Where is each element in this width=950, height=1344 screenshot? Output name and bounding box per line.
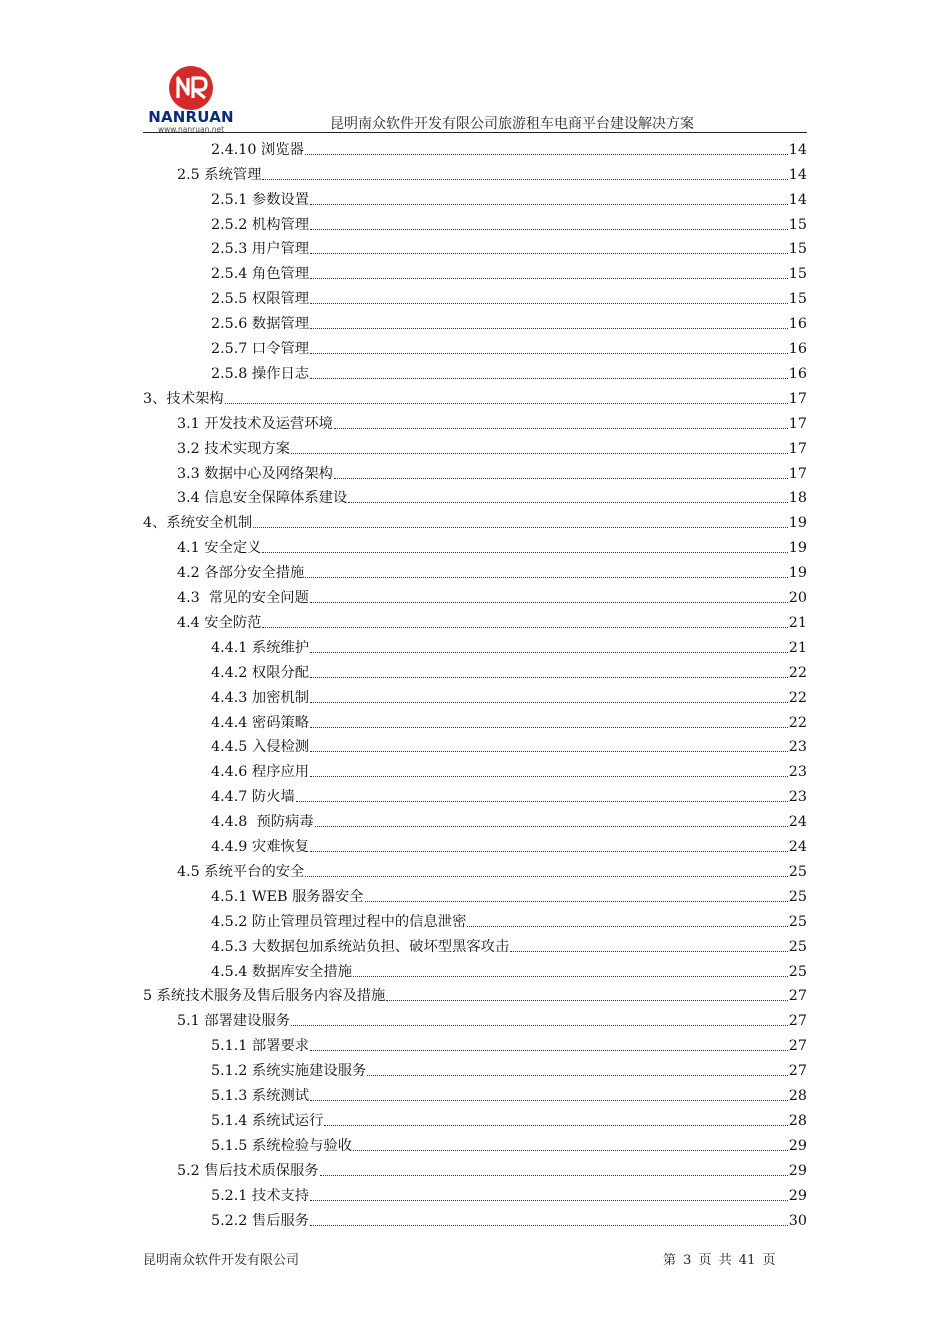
toc-entry-label: 3.1 开发技术及运营环境 [177, 415, 333, 432]
toc-entry[interactable] [143, 134, 807, 159]
toc-entry-page: 29 [788, 1137, 807, 1154]
toc-dot-leader [334, 428, 788, 429]
toc-dot-leader [386, 1000, 787, 1001]
toc-entry[interactable] [143, 781, 807, 806]
toc-dot-leader [310, 727, 788, 728]
toc-dot-leader [310, 776, 788, 777]
toc-entry[interactable] [143, 358, 807, 383]
toc-entry-page: 25 [788, 963, 807, 980]
toc-entry[interactable] [143, 159, 807, 184]
toc-entry-label: 5.2.2 售后服务 [211, 1212, 310, 1229]
toc-entry-label: 4.4.7 防火墙 [211, 789, 295, 806]
toc-dot-leader [310, 229, 788, 230]
toc-entry-label: 5.1.1 部署要求 [211, 1038, 310, 1055]
toc-entry-label: 2.5.7 口令管理 [211, 341, 310, 358]
toc-entry[interactable] [143, 408, 807, 433]
document-header-title: 昆明南众软件开发有限公司旅游租车电商平台建设解决方案 [330, 116, 694, 132]
toc-dot-leader [310, 303, 788, 304]
toc-entry-label: 5.2 售后技术质保服务 [177, 1162, 319, 1179]
toc-entry-label: 4.5.1 WEB 服务器安全 [211, 888, 364, 905]
toc-entry-page: 25 [788, 913, 807, 930]
toc-entry-page: 19 [788, 515, 807, 532]
toc-dot-leader [365, 901, 788, 902]
toc-entry-label: 4、系统安全机制 [143, 515, 253, 532]
toc-entry-page: 22 [788, 689, 807, 706]
toc-entry-page: 22 [788, 714, 807, 731]
toc-entry-label: 5.1.3 系统测试 [211, 1088, 310, 1105]
toc-entry[interactable] [143, 1006, 807, 1031]
toc-dot-leader [353, 1150, 788, 1151]
toc-entry-label: 2.5.2 机构管理 [211, 216, 310, 233]
toc-entry-label: 4.4.4 密码策略 [211, 714, 310, 731]
toc-entry-page: 17 [788, 440, 807, 457]
toc-entry[interactable] [143, 433, 807, 458]
toc-entry-label: 4.5.3 大数据包加系统站负担、破坏型黑客攻击 [211, 938, 510, 955]
toc-entry-label: 4.4.3 加密机制 [211, 689, 310, 706]
toc-dot-leader [348, 502, 788, 503]
toc-dot-leader [305, 876, 787, 877]
toc-entry-page: 15 [788, 266, 807, 283]
toc-entry[interactable] [143, 1080, 807, 1105]
toc-entry-label: 2.5.1 参数设置 [211, 191, 310, 208]
toc-entry-page: 25 [788, 938, 807, 955]
toc-entry[interactable] [143, 1205, 807, 1230]
toc-entry[interactable] [143, 1180, 807, 1205]
toc-dot-leader [310, 353, 788, 354]
toc-dot-leader [310, 328, 788, 329]
toc-entry-page: 25 [788, 888, 807, 905]
toc-entry-label: 4.4.9 灾难恢复 [211, 839, 310, 856]
toc-entry-label: 4.4.1 系统维护 [211, 639, 310, 656]
toc-entry-page: 17 [788, 465, 807, 482]
toc-dot-leader [310, 851, 788, 852]
toc-entry-label: 2.5.5 权限管理 [211, 291, 310, 308]
toc-entry-label: 5.2.1 技术支持 [211, 1187, 310, 1204]
toc-dot-leader [262, 552, 787, 553]
toc-entry-label: 3.2 技术实现方案 [177, 440, 291, 457]
toc-entry-label: 2.5 系统管理 [177, 166, 262, 183]
toc-entry[interactable] [143, 981, 807, 1006]
header-divider [143, 132, 807, 133]
nr-logo-icon [167, 64, 215, 112]
toc-dot-leader [353, 976, 788, 977]
toc-entry-page: 21 [788, 639, 807, 656]
toc-entry[interactable] [143, 259, 807, 284]
toc-entry[interactable] [143, 1030, 807, 1055]
toc-entry-label: 2.5.4 角色管理 [211, 266, 310, 283]
toc-entry[interactable] [143, 458, 807, 483]
toc-entry-page: 23 [788, 739, 807, 756]
toc-entry-page: 15 [788, 291, 807, 308]
toc-entry-page: 21 [788, 614, 807, 631]
toc-entry-label: 5.1 部署建设服务 [177, 1013, 291, 1030]
toc-entry-label: 4.2 各部分安全措施 [177, 565, 305, 582]
toc-entry-page: 16 [788, 341, 807, 358]
toc-entry[interactable] [143, 333, 807, 358]
toc-dot-leader [305, 577, 787, 578]
toc-entry-label: 4.5 系统平台的安全 [177, 863, 305, 880]
toc-entry-label: 4.5.2 防止管理员管理过程中的信息泄密 [211, 913, 467, 930]
toc-entry-page: 24 [788, 839, 807, 856]
toc-entry[interactable] [143, 283, 807, 308]
toc-entry[interactable] [143, 732, 807, 757]
toc-entry-label: 3、技术架构 [143, 390, 224, 407]
toc-entry[interactable] [143, 856, 807, 881]
toc-entry-page: 27 [788, 1038, 807, 1055]
toc-dot-leader [510, 951, 788, 952]
toc-entry-page: 15 [788, 216, 807, 233]
toc-dot-leader [291, 1025, 788, 1026]
toc-dot-leader [296, 801, 788, 802]
toc-entry[interactable] [143, 956, 807, 981]
toc-entry[interactable] [143, 184, 807, 209]
toc-dot-leader [310, 1225, 788, 1226]
toc-dot-leader [320, 1175, 788, 1176]
toc-dot-leader [310, 602, 788, 603]
toc-entry[interactable] [143, 831, 807, 856]
toc-entry-label: 2.5.3 用户管理 [211, 241, 310, 258]
toc-entry[interactable] [143, 234, 807, 259]
toc-entry[interactable] [143, 607, 807, 632]
toc-entry-page: 14 [788, 141, 807, 158]
toc-entry[interactable] [143, 1105, 807, 1130]
toc-entry-page: 14 [788, 166, 807, 183]
toc-dot-leader [324, 1125, 787, 1126]
toc-entry[interactable] [143, 308, 807, 333]
toc-entry-label: 5.1.4 系统试运行 [211, 1112, 324, 1129]
toc-entry[interactable] [143, 209, 807, 234]
toc-entry-page: 16 [788, 365, 807, 382]
toc-entry-page: 25 [788, 863, 807, 880]
toc-entry-label: 2.5.6 数据管理 [211, 316, 310, 333]
footer-page-number: 第 3 页 共 41 页 [663, 1253, 776, 1268]
toc-dot-leader [310, 204, 788, 205]
toc-entry[interactable] [143, 1155, 807, 1180]
toc-entry-label: 4.5.4 数据库安全措施 [211, 963, 352, 980]
toc-dot-leader [253, 527, 788, 528]
toc-entry[interactable] [143, 1055, 807, 1080]
toc-entry-label: 3.4 信息安全保障体系建设 [177, 490, 348, 507]
toc-dot-leader [262, 179, 787, 180]
toc-entry[interactable] [143, 682, 807, 707]
toc-entry-page: 28 [788, 1088, 807, 1105]
toc-entry-page: 23 [788, 764, 807, 781]
toc-entry[interactable] [143, 707, 807, 732]
toc-entry-page: 28 [788, 1112, 807, 1129]
toc-dot-leader [305, 154, 788, 155]
footer-company: 昆明南众软件开发有限公司 [143, 1253, 300, 1268]
toc-entry[interactable] [143, 582, 807, 607]
toc-entry-label: 4.1 安全定义 [177, 540, 262, 557]
toc-entry-label: 5.1.2 系统实施建设服务 [211, 1063, 367, 1080]
toc-entry-page: 17 [788, 415, 807, 432]
toc-entry-page: 14 [788, 191, 807, 208]
toc-dot-leader [310, 278, 788, 279]
toc-entry[interactable] [143, 532, 807, 557]
toc-dot-leader [310, 253, 788, 254]
toc-entry-page: 16 [788, 316, 807, 333]
toc-dot-leader [225, 403, 788, 404]
toc-entry[interactable] [143, 557, 807, 582]
toc-entry-label: 5.1.5 系统检验与验收 [211, 1137, 352, 1154]
toc-entry-page: 27 [788, 988, 807, 1005]
toc-entry-label: 5 系统技术服务及售后服务内容及措施 [143, 988, 386, 1005]
toc-entry-label: 4.3 常见的安全问题 [177, 590, 309, 607]
toc-entry[interactable] [143, 483, 807, 508]
toc-dot-leader [367, 1075, 788, 1076]
toc-dot-leader [310, 702, 788, 703]
toc-dot-leader [310, 1200, 788, 1201]
toc-entry[interactable] [143, 1130, 807, 1155]
toc-entry-label: 4.4 安全防范 [177, 614, 262, 631]
toc-dot-leader [467, 926, 787, 927]
toc-dot-leader [315, 826, 788, 827]
toc-dot-leader [310, 652, 788, 653]
toc-entry-page: 27 [788, 1013, 807, 1030]
toc-entry-page: 24 [788, 814, 807, 831]
logo-url: www.nanruan.net [157, 125, 225, 134]
toc-entry-page: 29 [788, 1187, 807, 1204]
toc-entry-page: 23 [788, 789, 807, 806]
toc-entry-page: 15 [788, 241, 807, 258]
toc-entry[interactable] [143, 657, 807, 682]
toc-entry[interactable] [143, 383, 807, 408]
toc-entry-page: 27 [788, 1063, 807, 1080]
toc-dot-leader [310, 1050, 788, 1051]
toc-entry-page: 17 [788, 390, 807, 407]
toc-entry-label: 4.4.2 权限分配 [211, 664, 310, 681]
toc-entry[interactable] [143, 881, 807, 906]
toc-entry[interactable] [143, 906, 807, 931]
toc-entry-label: 3.3 数据中心及网络架构 [177, 465, 333, 482]
toc-entry-label: 2.4.10 浏览器 [211, 141, 304, 158]
toc-entry-page: 19 [788, 565, 807, 582]
toc-entry[interactable] [143, 931, 807, 956]
toc-entry-label: 4.4.6 程序应用 [211, 764, 310, 781]
toc-entry-page: 22 [788, 664, 807, 681]
toc-entry[interactable] [143, 508, 807, 533]
logo-wordmark: NANRUAN [148, 108, 234, 126]
toc-entry-label: 4.4.5 入侵检测 [211, 739, 310, 756]
toc-entry-label: 2.5.8 操作日志 [211, 365, 310, 382]
toc-entry-page: 18 [788, 490, 807, 507]
toc-entry-page: 30 [788, 1212, 807, 1229]
toc-dot-leader [310, 677, 788, 678]
toc-entry[interactable] [143, 632, 807, 657]
toc-entry-page: 20 [788, 590, 807, 607]
toc-dot-leader [310, 751, 788, 752]
toc-entry-label: 4.4.8 预防病毒 [211, 814, 314, 831]
toc-dot-leader [262, 627, 787, 628]
company-logo [143, 64, 243, 132]
toc-dot-leader [291, 453, 788, 454]
toc-dot-leader [310, 1100, 788, 1101]
toc-dot-leader [334, 478, 788, 479]
toc-entry-page: 29 [788, 1162, 807, 1179]
toc-dot-leader [310, 378, 788, 379]
toc-entry-page: 19 [788, 540, 807, 557]
toc-entry[interactable] [143, 806, 807, 831]
toc-entry[interactable] [143, 757, 807, 782]
